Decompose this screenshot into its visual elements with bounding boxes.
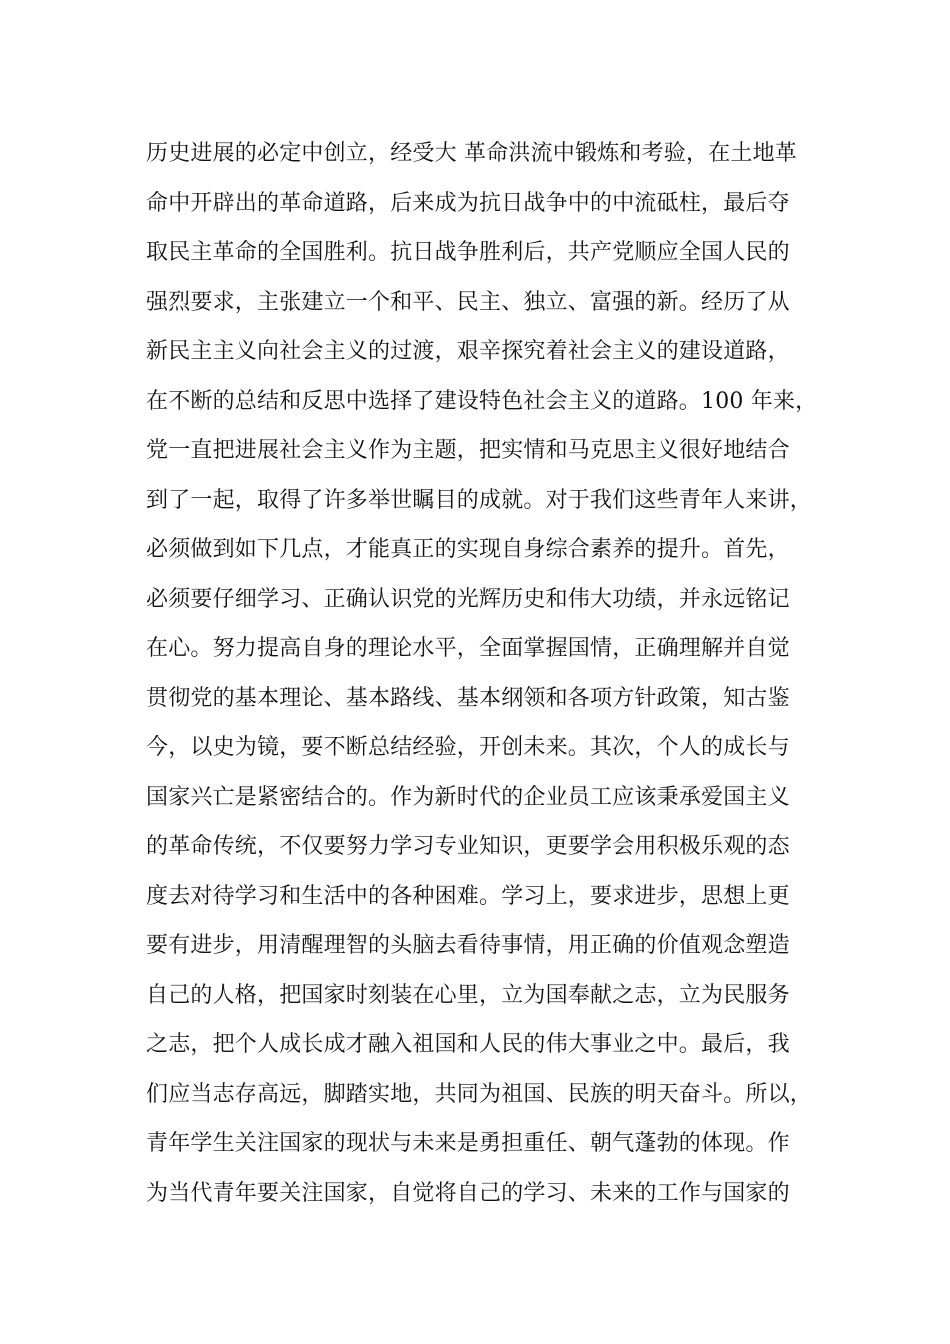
text-line-2: 命中开辟出的革命道路，后来成为抗日战争中的中流砥柱，最后夺 bbox=[146, 190, 790, 216]
text-line-17: 要有进步，用清醒理智的头脑去看待事情，用正确的价值观念塑造 bbox=[146, 933, 790, 958]
text-line-16: 度去对待学习和生活中的各种困难。学习上，要求进步，思想上更 bbox=[146, 883, 790, 909]
body-paragraph bbox=[146, 129, 836, 1218]
text-line-14: 国家兴亡是紧密结合的。作为新时代的企业员工应该秉承爱国主义 bbox=[146, 784, 790, 810]
text-line-19: 之志，把个人成长成才融入祖国和人民的伟大事业之中。最后，我 bbox=[146, 1032, 790, 1057]
text-line-7: 党一直把进展社会主义作为主题，把实情和马克思主义很好地结合 bbox=[146, 438, 790, 463]
text-line-21: 青年学生关注国家的现状与未来是勇担重任、朝气蓬勃的体现。作 bbox=[146, 1131, 790, 1156]
text-line-11: 在心。努力提高自身的理论水平，全面掌握国情，正确理解并自觉 bbox=[146, 636, 790, 661]
text-line-8: 到了一起，取得了许多举世瞩目的成就。对于我们这些青年人来讲， bbox=[146, 487, 813, 513]
text-line-6: 在不断的总结和反思中选择了建设特色社会主义的道路。100 年来， bbox=[146, 388, 818, 414]
text-line-4: 强烈要求，主张建立一个和平、民主、独立、富强的新。经历了从 bbox=[146, 289, 790, 315]
text-line-10: 必须要仔细学习、正确认识党的光辉历史和伟大功绩，并永远铭记 bbox=[146, 586, 790, 612]
text-line-5: 新民主主义向社会主义的过渡，艰辛探究着社会主义的建设道路， bbox=[146, 339, 790, 364]
text-line-12: 贯彻党的基本理论、基本路线、基本纲领和各项方针政策，知古鉴 bbox=[146, 685, 790, 711]
text-line-22: 为当代青年要关注国家，自觉将自己的学习、未来的工作与国家的 bbox=[146, 1180, 790, 1206]
text-line-9: 必须做到如下几点，才能真正的实现自身综合素养的提升。首先， bbox=[146, 537, 790, 562]
text-line-3: 取民主革命的全国胜利。抗日战争胜利后，共产党顺应全国人民的 bbox=[146, 240, 790, 265]
text-line-15: 的革命传统，不仅要努力学习专业知识，更要学会用积极乐观的态 bbox=[146, 834, 790, 859]
text-line-13: 今，以史为镜，要不断总结经验，开创未来。其次，个人的成长与 bbox=[146, 735, 790, 760]
text-line-18: 自己的人格，把国家时刻装在心里，立为国奉献之志，立为民服务 bbox=[146, 982, 790, 1008]
text-line-20: 们应当志存高远，脚踏实地，共同为祖国、民族的明天奋斗。所以， bbox=[146, 1081, 813, 1107]
text-line-1: 历史进展的必定中创立，经受大 革命洪流中锻炼和考验，在土地革 bbox=[146, 141, 797, 166]
